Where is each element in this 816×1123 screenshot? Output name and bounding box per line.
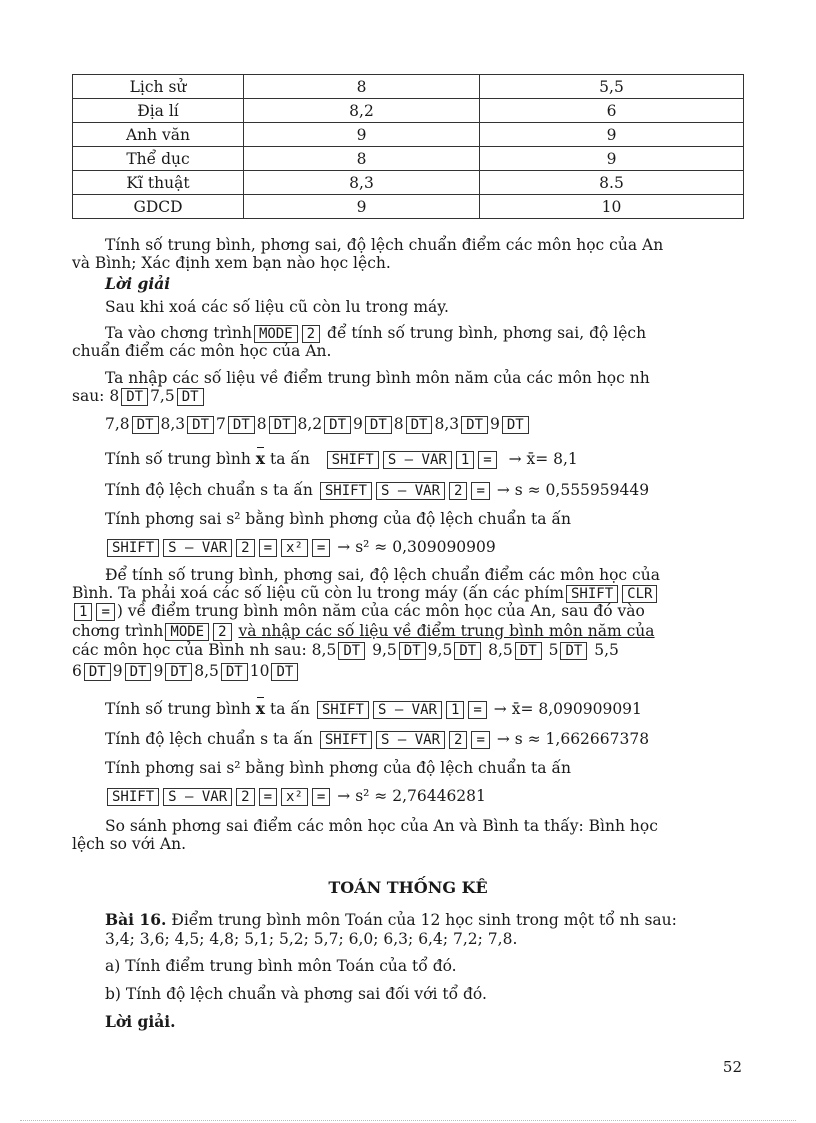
key-clr: CLR [622, 585, 657, 603]
table-cell-binh: 9 [480, 147, 744, 171]
text-span: ta ấn [269, 700, 310, 718]
seq-value: 8,3 [434, 415, 460, 433]
paragraph-input: Ta nhập các số liệu về điểm trung bình môn năm của các môn học nh [105, 369, 650, 387]
exercise-label: Bài 16. [105, 910, 167, 929]
key-shift: SHIFT [327, 451, 379, 469]
table-cell-subject: Lịch sử [73, 75, 244, 99]
key-eq: = [312, 788, 330, 806]
text-span: → x̄= 8,090909091 [493, 700, 642, 718]
paragraph-binh-3 [72, 602, 744, 621]
text-span: 5 [548, 641, 559, 659]
var-binh-line: Tính phơng sai s² bằng bình phơng của độ lệch chuẩn ta ấn [105, 759, 571, 777]
paragraph-binh-4 [72, 622, 744, 641]
exercise-16-a: a) Tính điểm trung bình môn Toán của tổ đó. [105, 957, 457, 975]
text-span: Điểm trung bình môn Toán của 12 học sinh trong một tổ nh sau: [171, 911, 677, 929]
seq-value: 9 [112, 662, 123, 680]
text-span: Tính số trung bình [105, 700, 251, 718]
seq-value: 8,3 [160, 415, 186, 433]
key-dt: DT [228, 416, 255, 434]
table-cell-an: 9 [244, 195, 480, 219]
text-span: 5,5 [594, 641, 619, 659]
key-2: 2 [449, 482, 467, 500]
seq-value: 6 [72, 662, 82, 680]
key-dt: DT [121, 388, 148, 406]
var-binh-keys [105, 787, 744, 806]
key-svar: S – VAR [383, 451, 452, 469]
table-row [73, 75, 744, 99]
question-line-1: Tính số trung bình, phơng sai, độ lệch chuẩn điểm các môn học của An [105, 236, 664, 254]
mean-an-line [105, 450, 744, 469]
text-span: → x̄= 8,1 [508, 450, 578, 468]
question-line-2: và Bình; Xác định xem bạn nào học lệch. [72, 254, 391, 272]
table-cell-an: 8 [244, 147, 480, 171]
key-1: 1 [74, 603, 92, 621]
input-seq-start [72, 387, 744, 406]
paragraph-compare-1: So sánh phơng sai điểm các môn học của An và Bình ta thấy: Bình học [105, 817, 658, 835]
key-2: 2 [236, 788, 254, 806]
sd-binh-line [105, 730, 744, 749]
table-cell-an: 8 [244, 75, 480, 99]
key-shift: SHIFT [107, 788, 159, 806]
text-span: và nhập các số liệu về điểm trung bình môn năm của [238, 622, 655, 640]
table-cell-binh: 5,5 [480, 75, 744, 99]
table-cell-subject: Kĩ thuật [73, 171, 244, 195]
key-eq: = [259, 788, 277, 806]
text-span: để tính số trung bình, phơng sai, độ lệch [327, 324, 647, 342]
table-cell-binh: 8.5 [480, 171, 744, 195]
table-cell-subject: Địa lí [73, 99, 244, 123]
paragraph-clear: Sau khi xoá các số liệu cũ còn lu trong máy. [105, 298, 449, 316]
key-dt: DT [269, 416, 296, 434]
text-span: → s² ≈ 0,309090909 [337, 538, 496, 556]
key-mode: MODE [254, 325, 298, 343]
input-seq-binh [72, 662, 744, 681]
key-dt: DT [187, 416, 214, 434]
exercise-16-line-1 [105, 911, 744, 929]
table-row [73, 171, 744, 195]
key-2: 2 [449, 731, 467, 749]
text-span: ta ấn [269, 450, 310, 468]
seq-value: 7 [216, 415, 226, 433]
paragraph-binh-5 [72, 641, 744, 660]
text-span: 9,5 [372, 641, 397, 659]
key-eq: = [259, 539, 277, 557]
key-dt: DT [177, 388, 204, 406]
bottom-dotted-rule [20, 1120, 796, 1121]
table-row [73, 195, 744, 219]
var-an-line: Tính phơng sai s² bằng bình phơng của độ lệch chuẩn ta ấn [105, 510, 571, 528]
key-dt: DT [132, 416, 159, 434]
text-span: Tính số trung bình [105, 450, 251, 468]
paragraph-mode-cont: chuẩn điểm các môn học của An. [72, 342, 332, 360]
key-1: 1 [456, 451, 474, 469]
key-mode: MODE [165, 623, 209, 641]
key-2: 2 [213, 623, 231, 641]
key-eq: = [96, 603, 114, 621]
key-2: 2 [302, 325, 320, 343]
text-span: chơng trình [72, 622, 164, 640]
key-2: 2 [236, 539, 254, 557]
key-dt: DT [560, 642, 587, 660]
key-shift: SHIFT [320, 731, 372, 749]
key-eq: = [478, 451, 496, 469]
text-span: ) về điểm trung bình môn năm của các môn học của An, sau đó vào [116, 602, 645, 620]
page-number: 52 [722, 1058, 742, 1076]
table-row [73, 147, 744, 171]
sd-an-line [105, 481, 744, 500]
text-span: Ta vào chơng trình [105, 324, 252, 342]
xbar-symbol: x [255, 449, 266, 468]
key-dt: DT [365, 416, 392, 434]
text-span: 7,5 [150, 387, 175, 405]
key-eq: = [471, 482, 489, 500]
table-cell-subject: Anh văn [73, 123, 244, 147]
xbar-symbol: x [255, 699, 266, 718]
paragraph-binh-1: Để tính số trung bình, phơng sai, độ lệch chuẩn điểm các môn học của [105, 566, 660, 584]
key-dt: DT [502, 416, 529, 434]
key-1: 1 [446, 701, 464, 719]
key-dt: DT [406, 416, 433, 434]
text-span: các môn học của Bình nh sau: 8,5 [72, 641, 337, 659]
paragraph-compare-2: lệch so với An. [72, 835, 187, 853]
seq-value: 9 [153, 662, 164, 680]
key-dt: DT [125, 663, 152, 681]
text-span: Bình. Ta phải xoá các số liệu cũ còn lu trong máy (ấn các phím [72, 584, 564, 602]
key-svar: S – VAR [163, 788, 232, 806]
section-heading: TOÁN THỐNG KÊ [328, 878, 488, 897]
solution-heading: Lời giải [105, 274, 171, 293]
seq-value: 8 [256, 415, 267, 433]
key-dt: DT [271, 663, 298, 681]
table-cell-binh: 6 [480, 99, 744, 123]
key-eq: = [471, 731, 489, 749]
solution-heading-2: Lời giải. [105, 1012, 176, 1031]
key-eq: = [312, 539, 330, 557]
mean-binh-line [105, 700, 744, 719]
key-shift: SHIFT [317, 701, 369, 719]
key-eq: = [468, 701, 486, 719]
key-dt: DT [454, 642, 481, 660]
table-cell-binh: 9 [480, 123, 744, 147]
key-svar: S – VAR [376, 731, 445, 749]
input-seq-an [105, 415, 744, 434]
key-dt: DT [399, 642, 426, 660]
key-svar: S – VAR [373, 701, 442, 719]
text-span: 8,5 [488, 641, 513, 659]
seq-value: 10 [249, 662, 270, 680]
text-span: Tính độ lệch chuẩn s ta ấn [105, 481, 313, 499]
seq-value: 8,5 [194, 662, 219, 680]
text-span: sau: 8 [72, 387, 120, 405]
key-svar: S – VAR [163, 539, 232, 557]
table-cell-an: 9 [244, 123, 480, 147]
text-span: Tính độ lệch chuẩn s ta ấn [105, 730, 313, 748]
text-span: → s² ≈ 2,76446281 [337, 787, 486, 805]
text-span: → s ≈ 1,662667378 [496, 730, 650, 748]
key-x2: x² [281, 788, 308, 806]
scores-table [72, 74, 744, 219]
seq-value: 8 [393, 415, 404, 433]
key-shift: SHIFT [107, 539, 159, 557]
paragraph-mode [105, 324, 744, 343]
var-an-keys [105, 538, 744, 557]
paragraph-binh-2 [72, 584, 744, 603]
seq-value: 9 [353, 415, 363, 433]
exercise-16-b: b) Tính độ lệch chuẩn và phơng sai đối với tổ đó. [105, 985, 487, 1003]
key-x2: x² [281, 539, 308, 557]
table-cell-subject: Thể dục [73, 147, 244, 171]
key-dt: DT [221, 663, 248, 681]
key-dt: DT [84, 663, 111, 681]
key-dt: DT [461, 416, 488, 434]
key-dt: DT [324, 416, 351, 434]
exercise-16-line-2: 3,4; 3,6; 4,5; 4,8; 5,1; 5,2; 5,7; 6,0; 6,3; 6,4; 7,2; 7,8. [105, 930, 518, 948]
key-dt: DT [338, 642, 365, 660]
text-span: → s ≈ 0,555959449 [496, 481, 650, 499]
text-span: 9,5 [427, 641, 453, 659]
table-row [73, 99, 744, 123]
seq-value: 8,2 [297, 415, 323, 433]
table-row [73, 123, 744, 147]
seq-value: 7,8 [105, 415, 130, 433]
table-cell-subject: GDCD [73, 195, 244, 219]
table-cell-binh: 10 [480, 195, 744, 219]
key-svar: S – VAR [376, 482, 445, 500]
key-shift: SHIFT [566, 585, 618, 603]
key-dt: DT [165, 663, 192, 681]
table-cell-an: 8,3 [244, 171, 480, 195]
seq-value: 9 [490, 415, 500, 433]
table-cell-an: 8,2 [244, 99, 480, 123]
key-dt: DT [515, 642, 542, 660]
key-shift: SHIFT [320, 482, 372, 500]
